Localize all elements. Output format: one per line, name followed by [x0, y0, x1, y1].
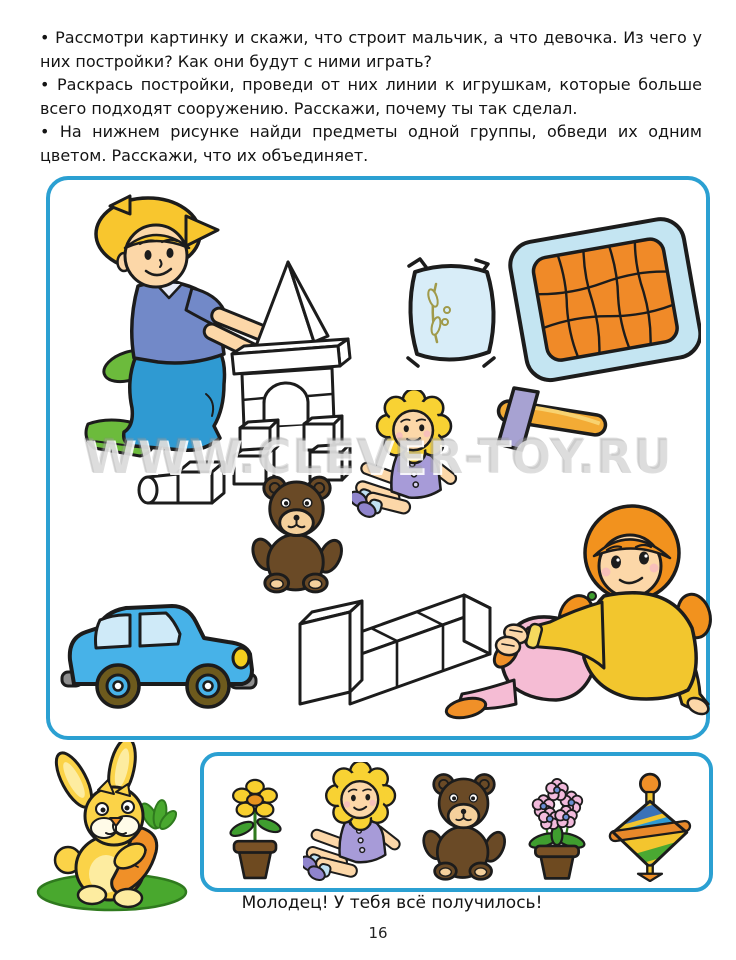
- toy-cylinder-and-cube: [132, 452, 236, 509]
- boy-pants: [124, 352, 225, 450]
- flower-head: [233, 780, 277, 817]
- instruction-item: • Раскрась постройки, проведи от них линии к игрушкам, которые больше всего подходят сооружению. Расскажи, почему ты так сделал.: [40, 75, 702, 118]
- doll-in-purple-dress: [303, 762, 407, 882]
- praise-text: Молодец! У тебя всё получилось!: [241, 893, 543, 913]
- blue-pillow: [400, 254, 502, 372]
- blue-toy-car: [60, 588, 260, 712]
- toy-hammer: [470, 386, 610, 456]
- rabbit-with-carrot: [30, 742, 195, 914]
- girl-sandal: [445, 695, 488, 721]
- orange-quilt: [505, 212, 701, 384]
- instruction-item: • Рассмотри картинку и скажи, что строит мальчик, а что девочка. Из чего у них постройки? Как они будут с ними играть?: [40, 28, 702, 71]
- watermark: WWW.CLEVER-TOY.RU: [83, 430, 673, 485]
- car-wheel-front: [187, 665, 229, 707]
- flower-pot: [234, 841, 276, 878]
- pink-blossoms: [532, 779, 582, 829]
- spinning-top: [607, 770, 693, 882]
- rabbit-head: [85, 780, 143, 845]
- white-block-tower-with-arch: [226, 254, 354, 491]
- pink-flowers-in-pot: [520, 772, 594, 882]
- girl-head: [585, 506, 679, 600]
- toys-group-strip: [200, 752, 713, 892]
- teddy-bear: [421, 769, 507, 882]
- instruction-item: • На нижнем рисунке найди предметы одной группы, обведи их одним цветом. Расскажи, что их объединяет.: [40, 122, 702, 165]
- instructions-block: [40, 26, 702, 167]
- hammer-head: [498, 388, 538, 450]
- bed-headboard: [300, 601, 362, 704]
- flower-pot: [535, 846, 578, 878]
- page-number: 16: [368, 924, 388, 942]
- girl-sitting: [444, 498, 712, 726]
- car-window-rear: [96, 615, 131, 648]
- yellow-flower-in-pot: [220, 774, 290, 882]
- car-wheel-rear: [97, 665, 139, 707]
- main-illustration-panel: [46, 176, 710, 740]
- boy-head: [96, 196, 218, 287]
